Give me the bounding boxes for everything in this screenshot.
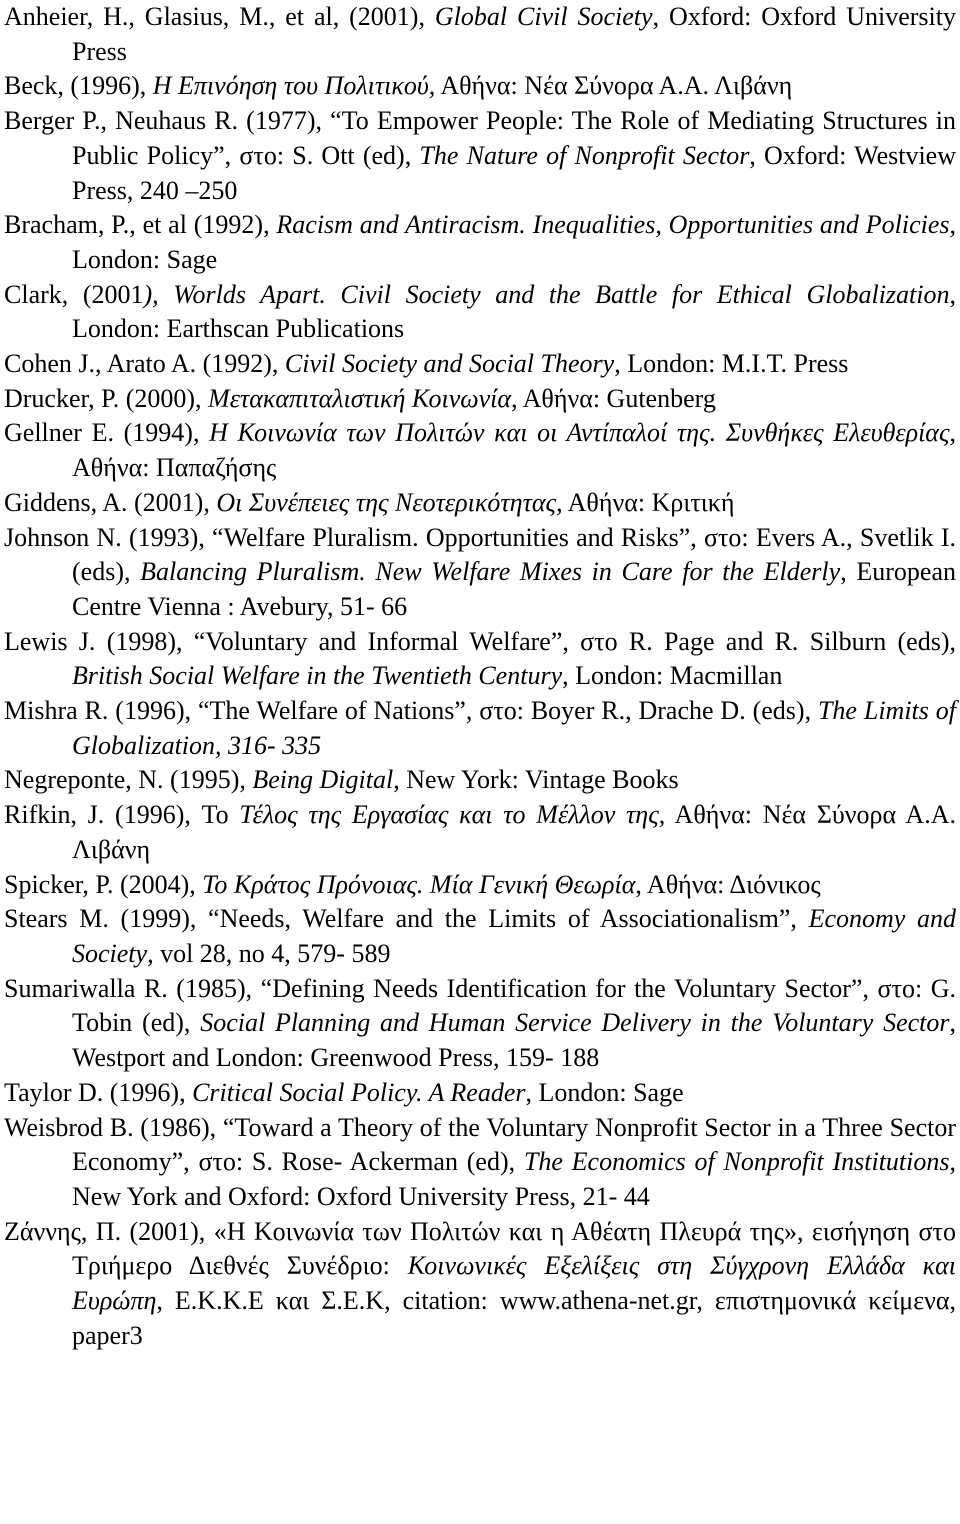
reference-title: Racism and Antiracism. Inequalities, Opportunities and Policies: [276, 210, 950, 240]
reference-title: The Limits of Globalization, 316- 335: [72, 696, 956, 760]
reference-text: , Oxford: Oxford University Press: [72, 2, 956, 66]
reference-title: Κοινωνικές Εξελίξεις στη Σύγχρονη Ελλάδα και Ευρώπη: [72, 1251, 956, 1316]
reference-title: Civil Society and Social Theory: [284, 349, 615, 379]
reference-text: Weisbrod B. (1986), “Toward a Theory of the Voluntary Nonprofit Sector in a Three Sector Economy”, στο: S. Rose- Ackerman (ed),: [4, 1112, 956, 1177]
reference-text: Αθήνα: Νέα Σύνορα Α.Α. Λιβάνη: [435, 71, 793, 101]
reference-item: [4, 0, 956, 69]
reference-item: [4, 694, 956, 763]
reference-text: Drucker, P. (2000),: [4, 383, 209, 413]
reference-title: Η Κοινωνία των Πολιτών και οι Αντίπαλοί της. Συνθήκες Ελευθερίας: [209, 418, 950, 448]
reference-text: , London: Sage: [72, 210, 956, 274]
reference-item: [4, 625, 956, 694]
reference-text: , Αθήνα: Διόνικος: [635, 869, 821, 899]
reference-item: [4, 798, 956, 867]
reference-title: The Economics of Nonprofit Institutions: [523, 1147, 950, 1177]
reference-item: [4, 1076, 956, 1111]
reference-item: [4, 416, 956, 485]
reference-text: , New York: Vintage Books: [393, 765, 679, 795]
reference-text: , London: Sage: [525, 1077, 684, 1107]
reference-text: Taylor D. (1996),: [4, 1077, 193, 1107]
reference-title: Being Digital: [252, 765, 394, 795]
reference-text: Mishra R. (1996), “The Welfare of Nations”, στο: Boyer R., Drache D. (eds),: [4, 696, 818, 726]
reference-item: [4, 868, 956, 903]
reference-text: , Αθήνα: Παπαζήσης: [72, 418, 956, 483]
reference-title: Οι Συνέπειες της Νεοτερικότητας,: [216, 487, 563, 517]
reference-text: Bracham, P., et al (1992),: [4, 210, 277, 240]
reference-text: Berger P., Neuhaus R. (1977), “To Empower People: The Role of Mediating Structures in Public Policy”, στο: S. Ott (ed),: [4, 106, 956, 170]
reference-title: Η Επινόηση του Πολιτικού,: [152, 71, 436, 101]
reference-item: [4, 347, 956, 382]
reference-title: Τέλος της Εργασίας και το Μέλλον της,: [239, 800, 666, 830]
reference-text: Αθήνα: Νέα Σύνορα Α.Α. Λιβάνη: [72, 800, 956, 864]
reference-text: , Ε.Κ.Κ.Ε και Σ.Ε.Κ, citation: www.athena-net.gr, επιστημονικά κείμενα, paper3: [72, 1286, 956, 1350]
reference-title: Economy and Society: [72, 904, 956, 968]
reference-text: Cohen J., Arato A. (1992),: [4, 349, 285, 379]
reference-title: The Nature of Nonprofit Sector: [419, 140, 750, 170]
reference-title: British Social Welfare in the Twentieth Century: [72, 661, 563, 691]
reference-text: , Αθήνα: Gutenberg: [511, 383, 716, 413]
reference-text: Sumariwalla R. (1985), “Defining Needs Identification for the Voluntary Sector”, στο: G. Tobin (ed),: [4, 973, 956, 1038]
reference-title: Critical Social Policy. A Reader: [192, 1077, 526, 1107]
reference-text: Giddens, A. (2001),: [4, 487, 217, 517]
reference-text: , London: M.I.T. Press: [614, 349, 849, 379]
reference-text: Rifkin, J. (1996), Το: [4, 800, 240, 830]
reference-text: Stears M. (1999), “Needs, Welfare and the Limits of Associationalism”,: [4, 904, 809, 934]
reference-text: Johnson N. (1993), “Welfare Pluralism. Opportunities and Risks”, στο: Evers A., Svetlik I. (eds),: [4, 522, 956, 587]
reference-title: Global Civil Society: [434, 2, 653, 31]
reference-text: , London: Earthscan Publications: [72, 279, 956, 344]
reference-title: Social Planning and Human Service Delivery in the Voluntary Sector: [200, 1008, 950, 1038]
reference-title: ), Worlds Apart. Civil Society and the Battle for Ethical Globalization: [143, 279, 950, 309]
reference-text: , London: Macmillan: [562, 661, 783, 691]
reference-text: Ζάννης, Π. (2001), «Η Κοινωνία των Πολιτών και η Αθέατη Πλευρά της», εισήγηση στο Τριήμερο Διεθνές Συνέδριο:: [4, 1216, 956, 1281]
reference-item: [4, 1111, 956, 1215]
reference-item: [4, 104, 956, 208]
reference-text: Αθήνα: Κριτική: [562, 487, 735, 517]
reference-item: [4, 1215, 956, 1354]
reference-item: [4, 902, 956, 971]
reference-item: [4, 972, 956, 1076]
reference-text: Beck, (1996),: [4, 71, 153, 101]
reference-title: Balancing Pluralism. New Welfare Mixes in Care for the Elderly: [140, 557, 841, 587]
reference-text: Spicker, P. (2004),: [4, 869, 203, 899]
reference-item: [4, 763, 956, 798]
reference-item: [4, 382, 956, 417]
reference-text: Negreponte, N. (1995),: [4, 765, 253, 795]
reference-item: [4, 486, 956, 521]
reference-item: [4, 69, 956, 104]
reference-title: Μετακαπιταλιστική Κοινωνία: [208, 383, 512, 413]
reference-text: Clark, (2001: [4, 279, 144, 309]
reference-item: [4, 208, 956, 277]
reference-text: Gellner E. (1994),: [4, 418, 210, 448]
reference-text: , vol 28, no 4, 579- 589: [147, 938, 391, 968]
reference-text: Lewis J. (1998), “Voluntary and Informal Welfare”, στο R. Page and R. Silburn (eds),: [4, 626, 956, 656]
reference-item: [4, 278, 956, 347]
reference-item: [4, 521, 956, 625]
reference-text: Anheier, H., Glasius, M., et al, (2001),: [4, 2, 435, 31]
reference-text: , European Centre Vienna : Avebury, 51- 66: [72, 557, 956, 621]
reference-title: Το Κράτος Πρόνοιας. Μία Γενική Θεωρία: [202, 869, 636, 899]
reference-text: , Westport and London: Greenwood Press, 159- 188: [72, 1008, 956, 1073]
reference-text: , Oxford: Westview Press, 240 –250: [72, 140, 956, 205]
reference-text: , New York and Oxford: Oxford University Press, 21- 44: [72, 1147, 956, 1211]
